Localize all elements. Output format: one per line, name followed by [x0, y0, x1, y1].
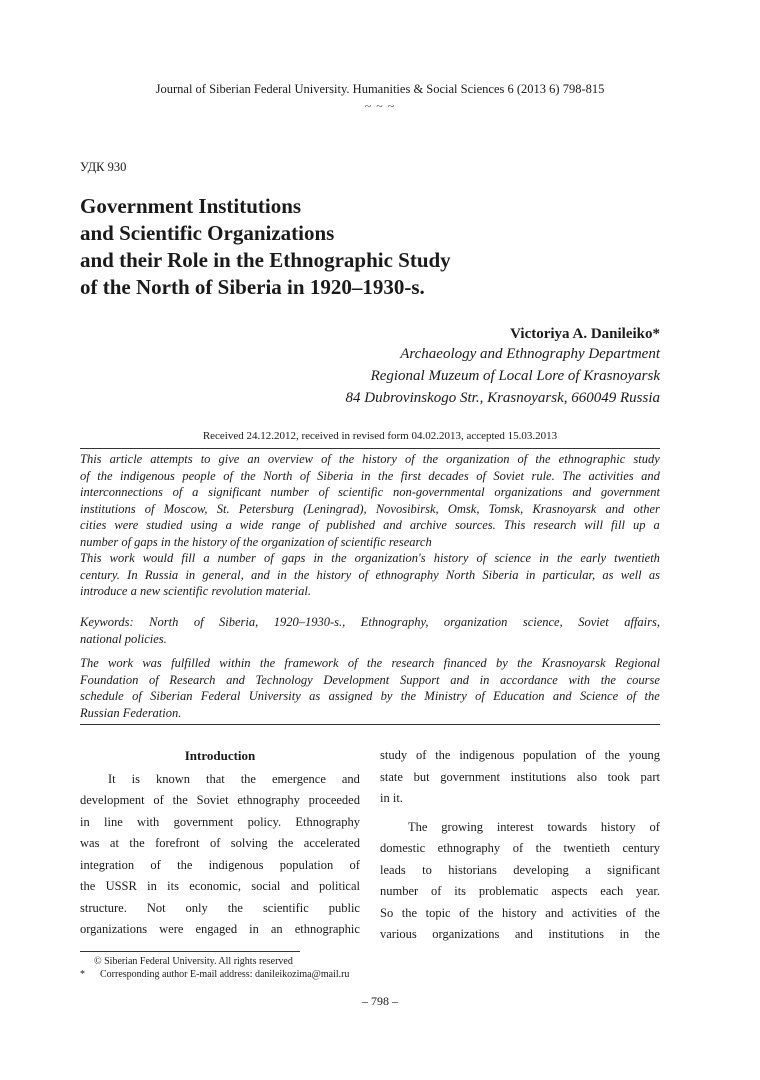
funding-line: Foundation of Research and Technology Development Support and in accordance with the course [80, 672, 660, 687]
body-line: organizations were engaged in an ethnographic [80, 922, 360, 936]
abstract-line: cities were studied using a wide range of published and archive sources. This research will fill up a [80, 518, 660, 532]
funding-line: schedule of Siberian Federal University as assigned by the Ministry of Education and Science of the [80, 689, 660, 703]
udk-code: УДК 930 [80, 160, 127, 174]
body-line: leads to historians developing a significant [380, 862, 660, 877]
title-line: and their Role in the Ethnographic Study [80, 248, 451, 272]
abstract-line: institutions of Moscow, St. Petersburg (Leningrad), Novosibirsk, Omsk, Tomsk, Krasnoyarsk and other [80, 501, 660, 516]
body-line: It is known that the emergence and [108, 771, 360, 786]
affiliation-address: 84 Dubrovinskogo Str., Krasnoyarsk, 660049 Russia [345, 390, 660, 406]
keywords-line: Keywords: North of Siberia, 1920–1930-s., Ethnography, organization science, Soviet affairs, [80, 615, 660, 629]
abstract-line: interconnections of a significant number of scientific non-governmental organizations and government [80, 485, 660, 499]
title-line: Government Institutions [80, 194, 302, 218]
body-line: state but government institutions also took part [380, 769, 660, 784]
abstract-line: century. In Russia in general, and in the history of ethnography North Siberia in particular, as well as [80, 567, 660, 582]
abstract [80, 451, 660, 600]
section-heading: Introduction [184, 748, 256, 763]
corresponding-author-email: Corresponding author E-mail address: danileikozima@mail.ru [100, 969, 350, 980]
body-line: number of its problematic aspects each year. [380, 884, 660, 898]
body-line: integration of the indigenous population of [80, 857, 360, 872]
funding-note [80, 655, 660, 721]
title-line: of the North of Siberia in 1920–1930-s. [80, 275, 425, 299]
body-line: in it. [380, 791, 403, 805]
header-separator: ~ ~ ~ [364, 99, 396, 113]
abstract-top-rule [80, 448, 660, 449]
copyright-footnote: © Siberian Federal University. All rights reserved [94, 956, 293, 967]
abstract-line: This work would fill a number of gaps in the organization's history of science in the early twentieth [80, 551, 660, 565]
body-column-left [80, 745, 360, 941]
footnote-rule [80, 951, 300, 952]
keywords [80, 614, 660, 647]
abstract-line: of the indigenous people of the North of Siberia in the first decades of Soviet rule. The activities and [80, 468, 660, 483]
body-line: domestic ethnography of the twentieth century [380, 841, 660, 855]
footnote-marker: * [80, 969, 85, 980]
title-line: and Scientific Organizations [80, 221, 335, 245]
page-number: – 798 – [362, 994, 398, 1008]
article-title [80, 193, 680, 301]
body-line: various organizations and institutions in the [380, 927, 660, 941]
keywords-line: national policies. [80, 631, 167, 646]
author-name: Victoriya A. Danileiko* [510, 326, 660, 342]
abstract-line: introduce a new scientific revolution material. [80, 584, 311, 598]
body-line: development of the Soviet ethnography proceeded [80, 793, 360, 807]
body-line: The growing interest towards history of [408, 819, 660, 834]
body-line: was at the forefront of solving the accelerated [80, 836, 360, 850]
affiliation-institution: Regional Muzeum of Local Lore of Krasnoyarsk [370, 368, 660, 384]
body-line: study of the indigenous population of the young [380, 748, 660, 762]
journal-header: Journal of Siberian Federal University. Humanities & Social Sciences 6 (2013 6) 798-815 [155, 82, 605, 96]
abstract-bottom-rule [80, 724, 660, 725]
body-line: in line with government policy. Ethnography [80, 814, 360, 829]
abstract-line: This article attempts to give an overview of the history of the organization of the ethnographic study [80, 452, 660, 466]
affiliation-department: Archaeology and Ethnography Department [400, 346, 660, 362]
received-dates: Received 24.12.2012, received in revised form 04.02.2013, accepted 15.03.2013 [202, 430, 558, 442]
body-line: structure. Not only the scientific public [80, 900, 360, 915]
funding-line: The work was fulfilled within the framework of the research financed by the Krasnoyarsk Regional [80, 656, 660, 670]
body-line: So the topic of the history and activities of the [380, 905, 660, 920]
body-column-right [380, 745, 660, 946]
abstract-line: number of gaps in the history of the organization of scientific research [80, 534, 432, 549]
corresponding-footnote [80, 969, 349, 980]
body-line: the USSR in its economic, social and political [80, 879, 360, 893]
funding-line: Russian Federation. [80, 705, 182, 720]
